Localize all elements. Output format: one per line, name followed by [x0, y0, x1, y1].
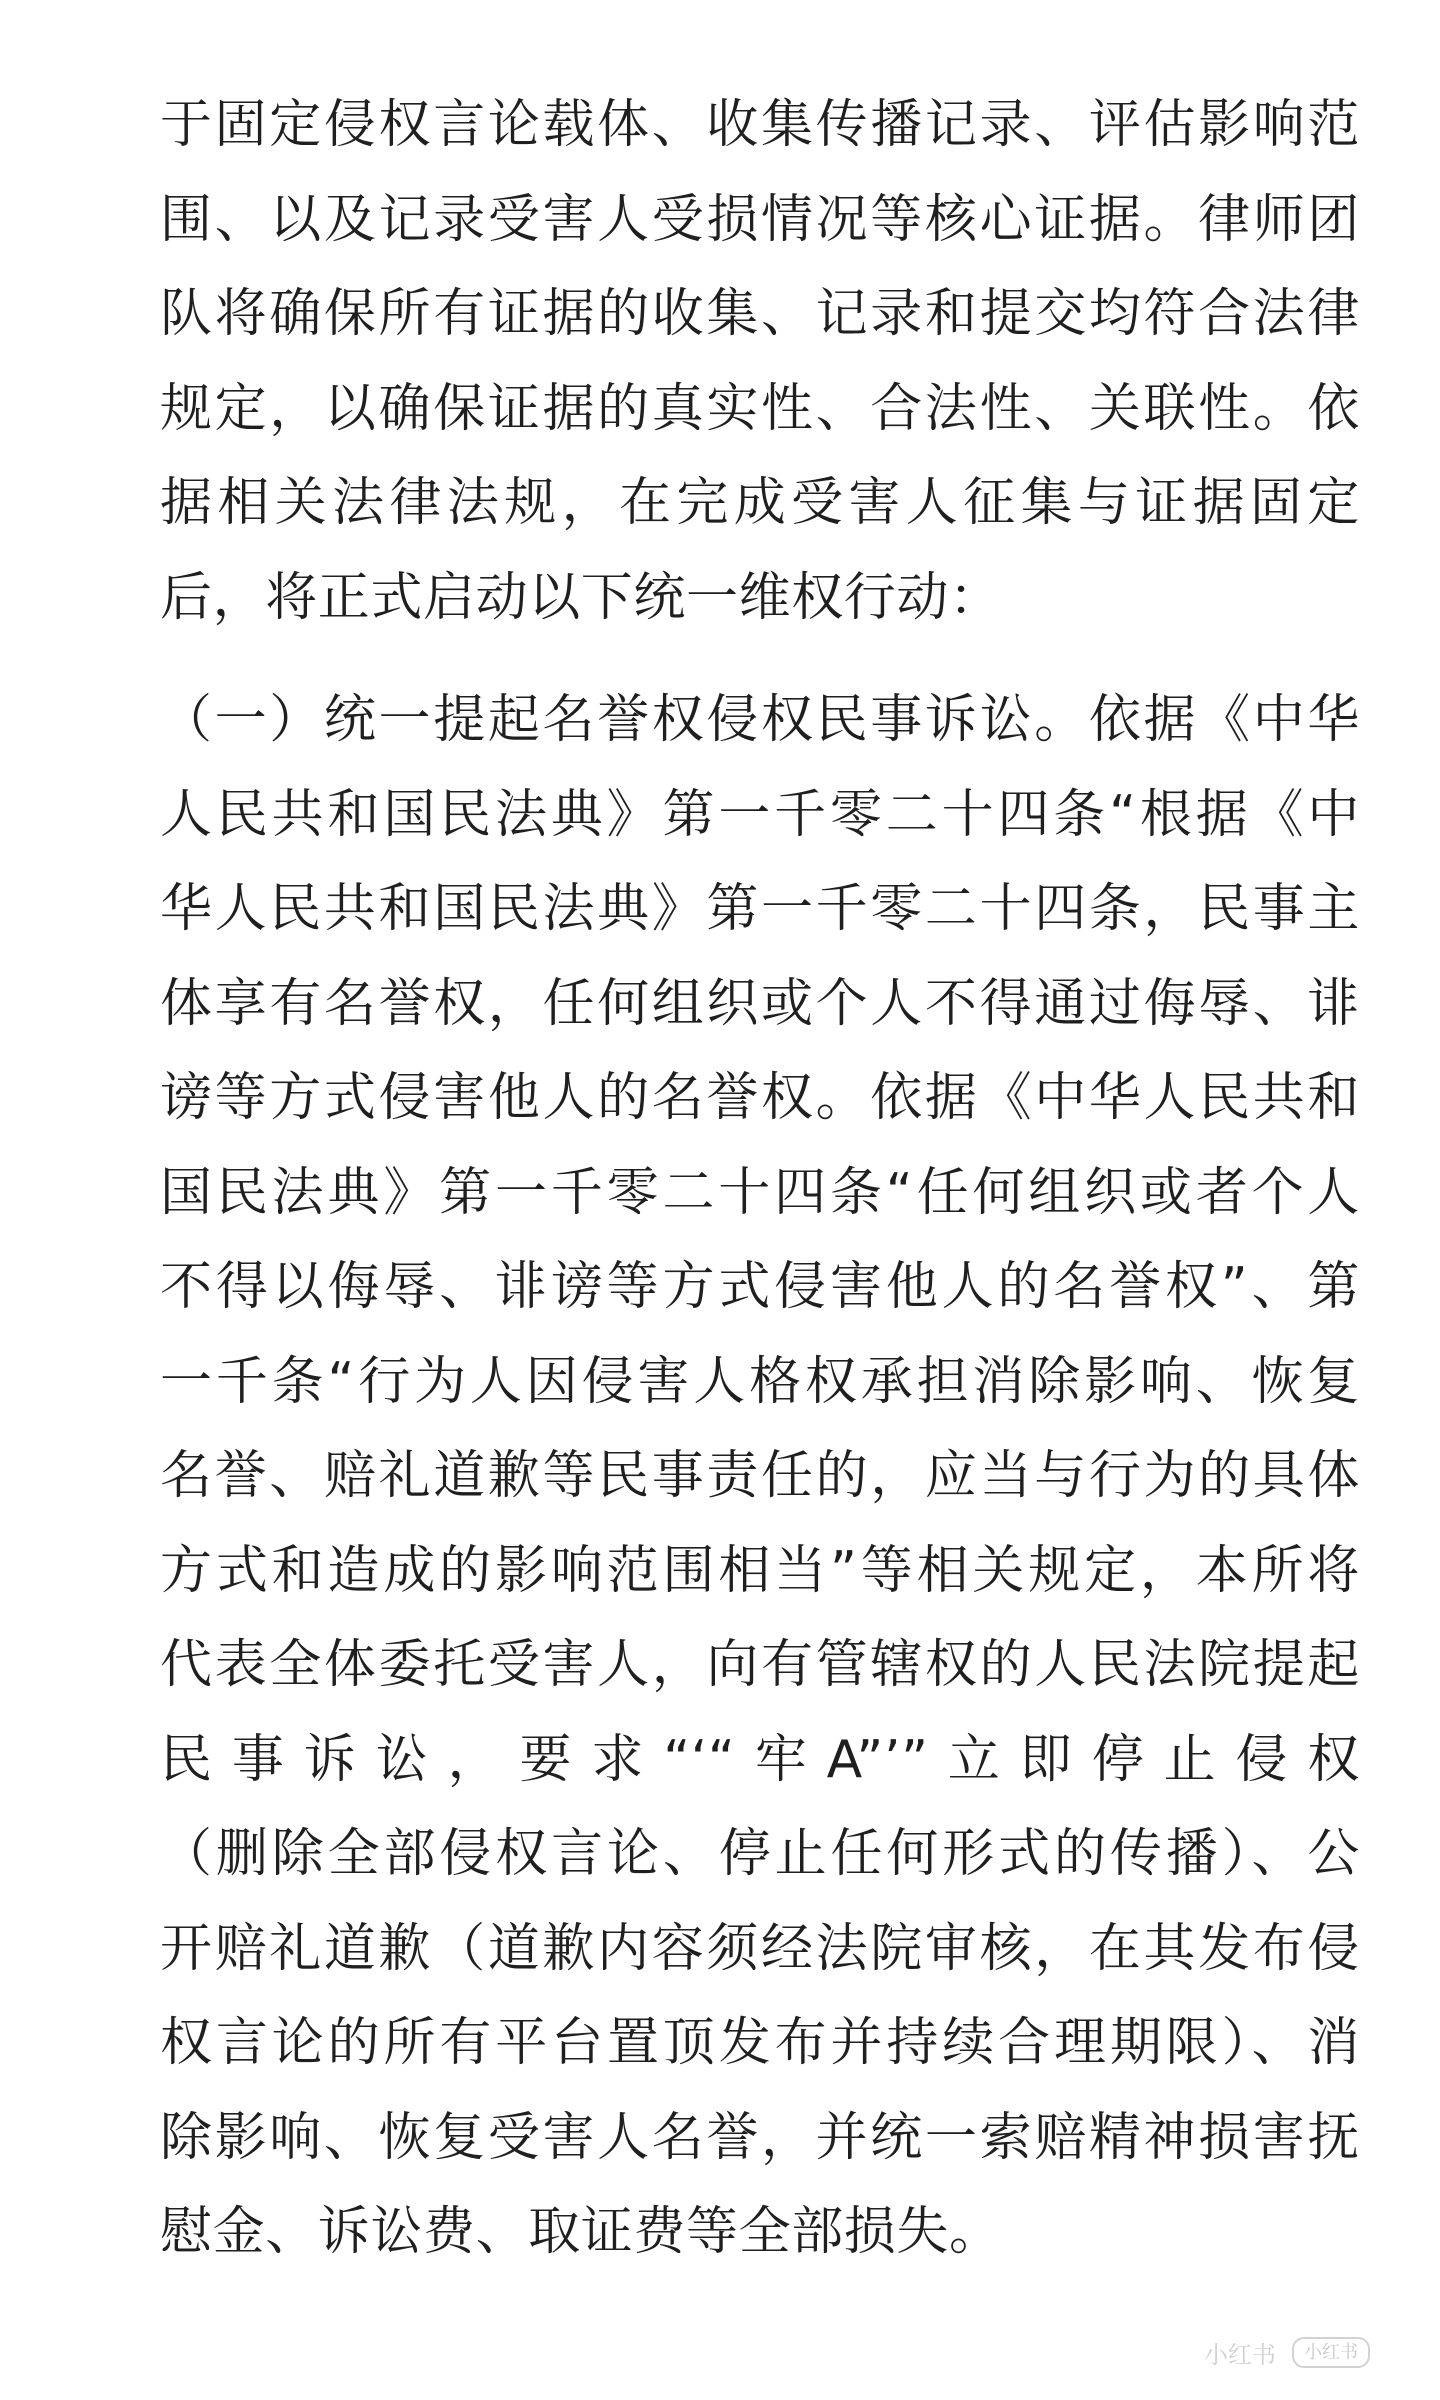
text-line: 除影响、恢复受害人名誉，并统一索赔精神损害抚 [160, 2107, 1360, 2168]
watermark [1204, 2335, 1370, 2370]
text-line: （删除全部侵权言论、停止任何形式的传播）、公 [160, 1824, 1360, 1884]
text-line: （一）统一提起名誉权侵权民事诉讼。依据《中华 [160, 690, 1360, 750]
text-line: 一千条“行为人因侵害人格权承担消除影响、恢复 [160, 1351, 1360, 1412]
text-line: 国民法典》第一千零二十四条“任何组织或者个人 [160, 1162, 1360, 1223]
text-line: 队将确保所有证据的收集、记录和提交均符合法律 [160, 284, 1360, 344]
text-line: 方式和造成的影响范围相当”等相关规定，本所将 [160, 1540, 1360, 1601]
text-line: 谤等方式侵害他人的名誉权。依据《中华人民共和 [160, 1068, 1360, 1128]
paragraph-lawsuit [160, 673, 1360, 2280]
text-line: 规定，以确保证据的真实性、合法性、关联性。依 [160, 378, 1360, 439]
paragraph-evidence [160, 78, 1360, 645]
text-line: 于固定侵权言论载体、收集传播记录、评估影响范 [160, 95, 1360, 155]
text-line: 后，将正式启动以下统一维权行动： [160, 567, 1002, 628]
text-line: 据相关法律法规，在完成受害人征集与证据固定 [160, 473, 1360, 533]
document-body [160, 78, 1360, 2280]
text-line: 体享有名誉权，任何组织或个人不得通过侮辱、诽 [160, 973, 1360, 1034]
text-line: 围、以及记录受害人受损情况等核心证据。律师团 [160, 189, 1360, 250]
watermark-text: 小红书 [1204, 2341, 1276, 2369]
text-line: 代表全体委托受害人，向有管辖权的人民法院提起 [160, 1635, 1360, 1695]
text-line: 不得以侮辱、诽谤等方式侵害他人的名誉权”、第 [160, 1257, 1360, 1317]
text-line: 名誉、赔礼道歉等民事责任的，应当与行为的具体 [160, 1446, 1360, 1506]
text-line: 华人民共和国民法典》第一千零二十四条，民事主 [160, 879, 1360, 939]
text-line: 开赔礼道歉（道歉内容须经法院审核，在其发布侵 [160, 1918, 1360, 1979]
text-line: 权言论的所有平台置顶发布并持续合理期限）、消 [160, 2013, 1360, 2073]
watermark-logo: 小红书 [1292, 2337, 1370, 2369]
text-line: 人民共和国民法典》第一千零二十四条“根据《中 [160, 784, 1360, 845]
text-line: 民事诉讼，要求“‘“牢A”’”立即停止侵权 [160, 1729, 1360, 1790]
text-line: 慰金、诉讼费、取证费等全部损失。 [160, 2202, 1002, 2262]
